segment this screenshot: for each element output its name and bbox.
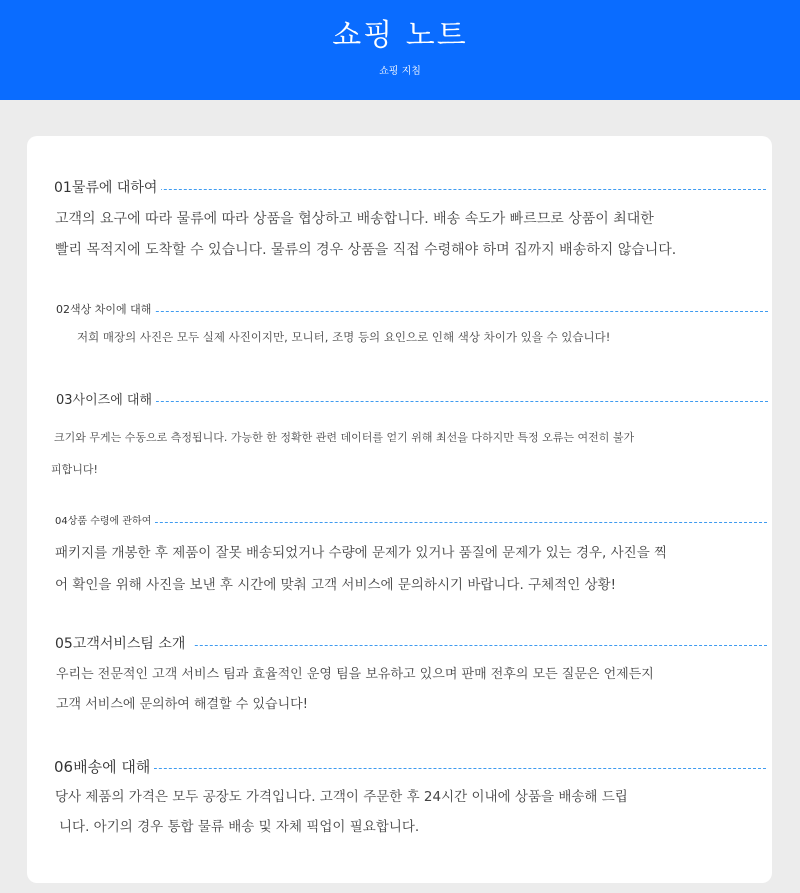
section-title: 04상품 수령에 관하여 xyxy=(55,515,155,529)
content-card xyxy=(27,136,772,883)
section-header xyxy=(56,302,768,322)
section-receiving-goods xyxy=(27,515,772,605)
section-logistics xyxy=(27,178,772,268)
header-banner xyxy=(0,0,800,100)
section-title: 06배송에 대해 xyxy=(54,756,154,778)
section-body xyxy=(55,782,628,842)
section-body xyxy=(55,204,676,266)
body-line: 패키지를 개봉한 후 제품이 잘못 배송되었거나 수량에 문제가 있거나 품질에 문제가 있는 경우, 사진을 찍 xyxy=(55,545,668,561)
body-line: 저희 매장의 사진은 모두 실제 사진이지만, 모니터, 조명 등의 요인으로 인해 색상 차이가 있을 수 있습니다! xyxy=(77,330,611,344)
section-header xyxy=(55,634,767,654)
section-title: 01물류에 대하여 xyxy=(54,178,161,198)
section-size xyxy=(27,392,772,476)
section-body xyxy=(55,537,667,601)
section-header xyxy=(54,178,766,198)
body-line: 니다. 아기의 경우 통합 물류 배송 및 자체 픽업이 필요합니다. xyxy=(59,819,420,835)
body-line: 크기와 무게는 수동으로 측정됩니다. 가능한 한 정확한 관련 데이터를 얻기 위해 최선을 다하지만 특정 오류는 여전히 불가 xyxy=(54,431,635,444)
section-body xyxy=(77,328,610,346)
body-line: 피합니다! xyxy=(51,463,98,476)
section-title: 02색상 차이에 대해 xyxy=(56,302,155,318)
body-line: 고객의 요구에 따라 물류에 따라 상품을 협상하고 배송합니다. 배송 속도가 빠르므로 상품이 최대한 xyxy=(55,211,654,227)
section-header xyxy=(54,756,766,776)
dashed-divider xyxy=(56,311,768,312)
body-line: 어 확인을 위해 사진을 보낸 후 시간에 맞춰 고객 서비스에 문의하시기 바랍니다. 구체적인 상황! xyxy=(55,577,617,593)
section-header xyxy=(56,392,768,412)
section-body xyxy=(51,422,635,486)
section-body xyxy=(56,660,654,720)
section-title: 05고객서비스팀 소개 xyxy=(55,634,193,654)
body-line: 당사 제품의 가격은 모두 공장도 가격입니다. 고객이 주문한 후 24시간 이내에 상품을 배송해 드립 xyxy=(55,789,628,805)
section-title: 03사이즈에 대해 xyxy=(56,392,156,410)
body-line: 우리는 전문적인 고객 서비스 팀과 효율적인 운영 팀을 보유하고 있으며 판매 전후의 모든 질문은 언제든지 xyxy=(56,667,654,682)
section-customer-service xyxy=(27,634,772,724)
section-color-difference xyxy=(27,302,772,352)
page-title: 쇼핑 노트 xyxy=(332,18,468,53)
dashed-divider xyxy=(54,768,766,769)
page-subtitle: 쇼핑 지침 xyxy=(379,66,421,77)
dashed-divider xyxy=(55,522,767,523)
dashed-divider xyxy=(56,401,768,402)
body-line: 빨리 목적지에 도착할 수 있습니다. 물류의 경우 상품을 직접 수령해야 하며 집까지 배송하지 않습니다. xyxy=(55,242,677,258)
section-header xyxy=(55,515,767,535)
section-shipping xyxy=(27,756,772,846)
body-line: 고객 서비스에 문의하여 해결할 수 있습니다! xyxy=(56,697,308,712)
